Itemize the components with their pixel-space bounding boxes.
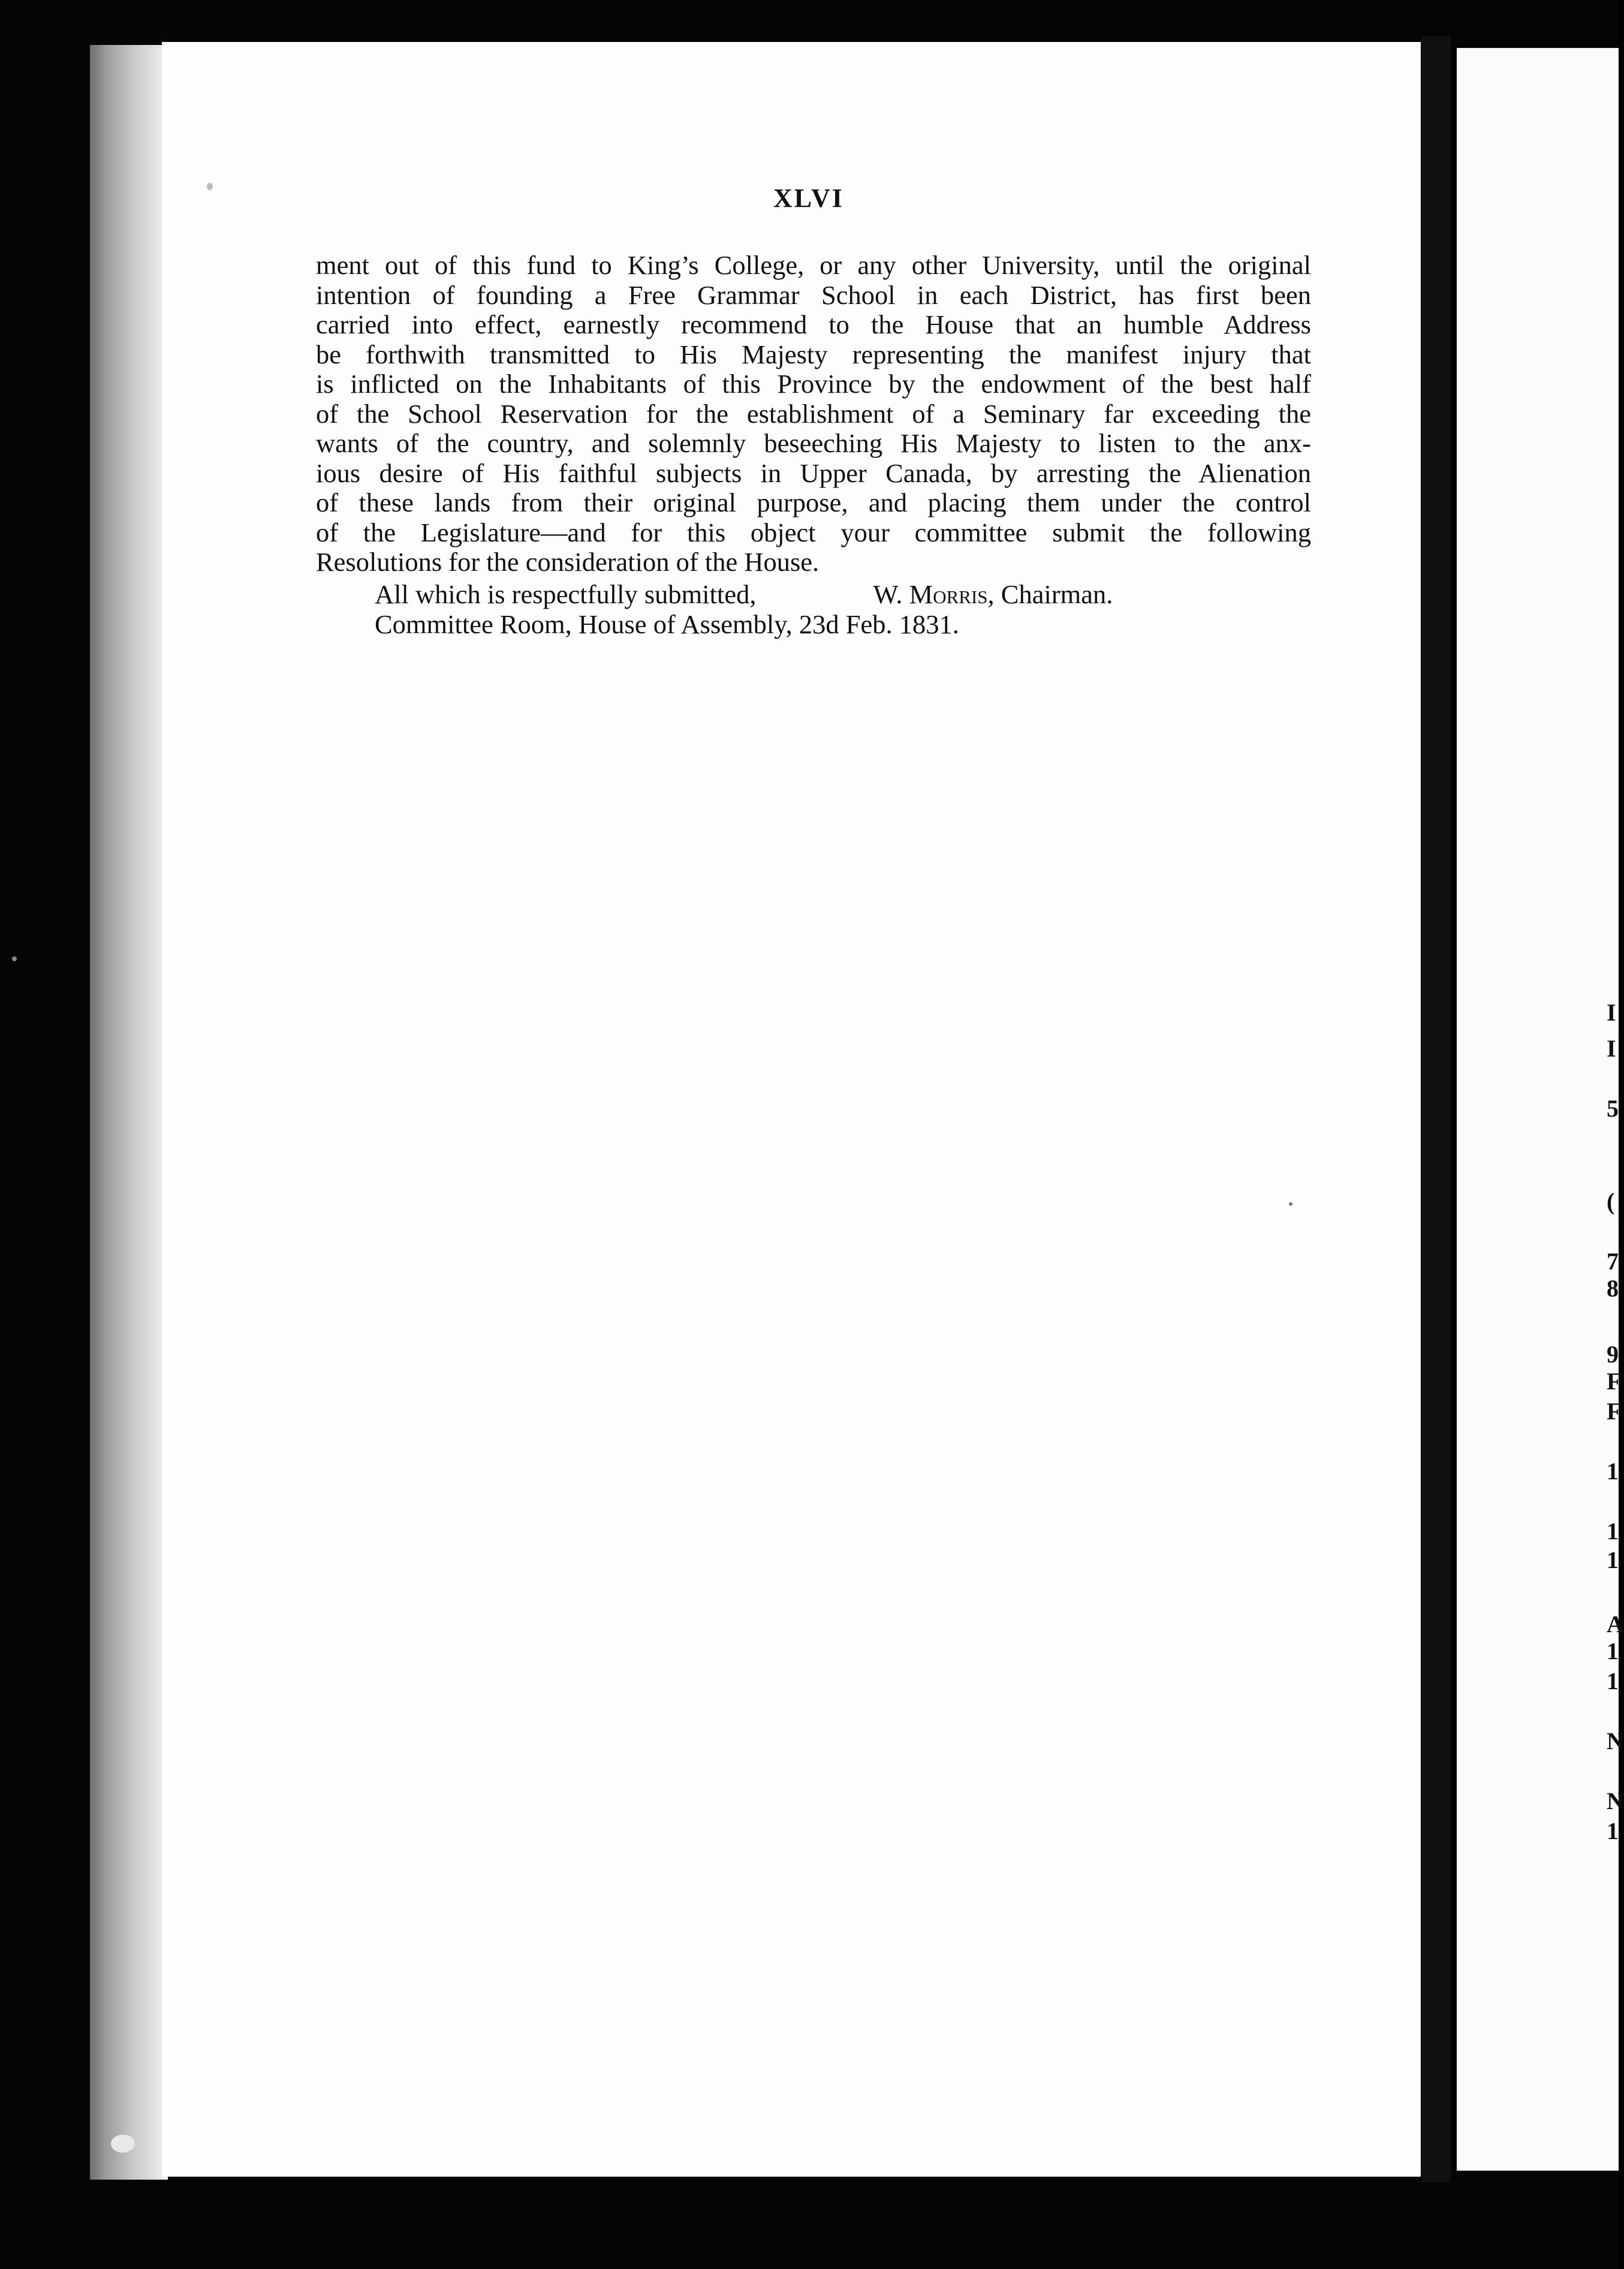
scan-speck [207, 183, 213, 190]
facing-page-fragment: I [1607, 1035, 1616, 1062]
facing-page-fragment: 1 [1607, 1458, 1619, 1485]
facing-page-fragment: 1 [1607, 1546, 1619, 1573]
facing-page [1457, 48, 1624, 2171]
text-line: be forthwith transmitted to His Majesty representing the manifest injury that [316, 339, 1311, 369]
text-line: intention of founding a Free Grammar School in each District, has first been [316, 279, 1311, 310]
facing-page-fragment: A [1607, 1611, 1624, 1638]
place-date-line: Committee Room, House of Assembly, 23d Feb. 1831. [375, 609, 959, 639]
facing-page-fragment: F [1607, 1368, 1622, 1395]
page-number: XLVI [773, 183, 844, 213]
facing-page-fragment: I [1607, 999, 1616, 1026]
facing-page-fragment: 9 [1607, 1341, 1619, 1368]
signature-block [375, 579, 1113, 639]
text-line: Resolutions for the consideration of the House. [316, 547, 819, 577]
text-line: is inflicted on the Inhabitants of this Province by the endowment of the best half [316, 369, 1311, 399]
facing-page-fragment: 1 [1607, 1638, 1619, 1665]
text-line: of the Legislature—and for this object your committee submit the following [316, 517, 1311, 547]
text-line: of the School Reservation for the establishment of a Seminary far exceeding the [316, 398, 1311, 429]
submission-line [375, 579, 1113, 609]
text-line: wants of the country, and solemnly beseeching His Majesty to listen to the anx- [316, 428, 1311, 458]
text-line: ious desire of His faithful subjects in Upper Canada, by arresting the Alienation [316, 458, 1311, 488]
facing-page-fragment: N [1607, 1787, 1624, 1814]
page-edge-shadow [90, 45, 168, 2180]
facing-page-fragment: 1 [1607, 1518, 1619, 1545]
facing-page-fragment: ( [1607, 1188, 1615, 1215]
facing-page-fragment: 5 [1607, 1095, 1619, 1122]
facing-page-fragment: 8 [1607, 1275, 1619, 1302]
scan-speck [111, 2135, 135, 2153]
signer-role: Chairman. [1001, 579, 1113, 609]
book-gutter [1422, 36, 1451, 2183]
text-line: of these lands from their original purpose, and placing them under the control [316, 487, 1311, 517]
facing-page-fragment: F [1607, 1398, 1622, 1425]
scan-speck [1289, 1202, 1292, 1206]
facing-page-fragment: 1 [1607, 1817, 1619, 1844]
facing-page-fragment: 1 [1607, 1668, 1619, 1695]
text-line: carried into effect, earnestly recommend to the House that an humble Address [316, 309, 1311, 339]
facing-page-fragment: N [1607, 1728, 1624, 1755]
signer-name: W. Morris, [873, 579, 995, 609]
submission-text: All which is respectfully submitted, [375, 579, 757, 609]
text-line: ment out of this fund to King’s College, or any other University, until the original [316, 250, 1311, 280]
scan-speck [12, 956, 17, 961]
body-paragraph [316, 251, 1311, 577]
facing-page-fragment: 7 [1607, 1248, 1619, 1275]
